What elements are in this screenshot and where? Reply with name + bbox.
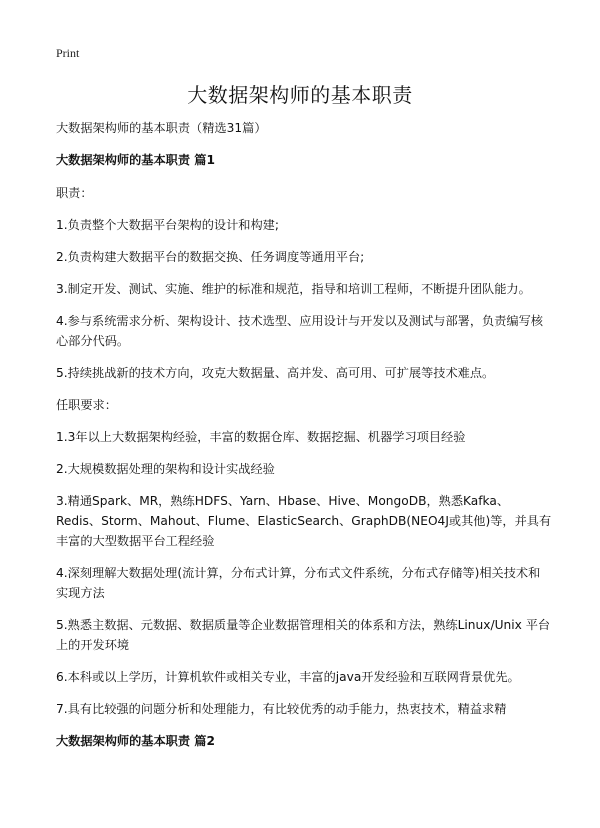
duty-item-5: 5.持续挑战新的技术方向，攻克大数据量、高并发、高可用、可扩展等技术难点。: [56, 366, 495, 380]
requirement-item-5: 5.熟悉主数据、元数据、数据质量等企业数据管理相关的体系和方法，熟练Linux/Unix 平台上的开发环境: [56, 618, 551, 652]
requirement-item-4: 4.深刻理解大数据处理(流计算，分布式计算，分布式文件系统，分布式存储等)相关技术和实现方法: [56, 566, 541, 600]
requirements-label: 任职要求：: [56, 398, 117, 412]
section-heading-1: 大数据架构师的基本职责 篇1: [56, 153, 215, 167]
requirement-item-7: 7.具有比较强的问题分析和处理能力，有比较优秀的动手能力，热衷技术，精益求精: [56, 702, 507, 716]
section-heading-2: 大数据架构师的基本职责 篇2: [56, 734, 215, 748]
print-label: Print: [56, 46, 80, 60]
document-subtitle: 大数据架构师的基本职责（精选31篇）: [56, 121, 267, 135]
duties-label: 职责：: [56, 186, 93, 200]
duty-item-1: 1.负责整个大数据平台架构的设计和构建;: [56, 218, 279, 232]
requirement-item-3: 3.精通Spark、MR，熟练HDFS、Yarn、Hbase、Hive、MongoDB，熟悉Kafka、Redis、Storm、Mahout、Flume、ElasticSearch、GraphDB(NEO4J或其他)等，并具有丰富的大型数据平台工程经验: [56, 494, 552, 548]
duty-item-4: 4.参与系统需求分析、架构设计、技术选型、应用设计与开发以及测试与部署，负责编写核心部分代码。: [56, 314, 543, 348]
duty-item-3: 3.制定开发、测试、实施、维护的标准和规范，指导和培训工程师，不断提升团队能力。: [56, 282, 531, 296]
duty-item-2: 2.负责构建大数据平台的数据交换、任务调度等通用平台;: [56, 250, 365, 264]
document-body: [56, 118, 552, 764]
page-title: 大数据架构师的基本职责: [187, 83, 413, 107]
requirement-item-1: 1.3年以上大数据架构经验，丰富的数据仓库、数据挖掘、机器学习项目经验: [56, 430, 466, 444]
requirement-item-6: 6.本科或以上学历，计算机软件或相关专业，丰富的java开发经验和互联网背景优先。: [56, 670, 520, 684]
requirement-item-2: 2.大规模数据处理的架构和设计实战经验: [56, 462, 275, 476]
